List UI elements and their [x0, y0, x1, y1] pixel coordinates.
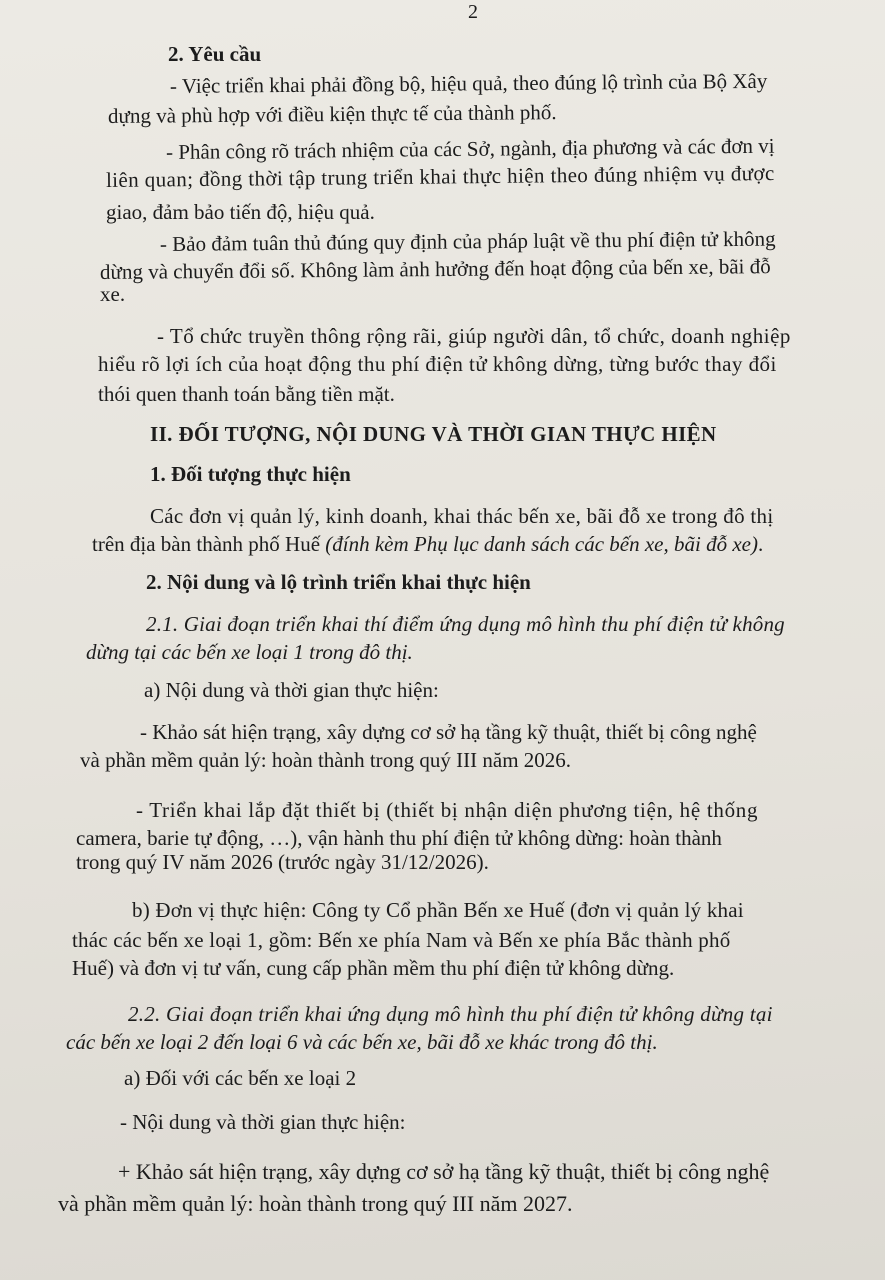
requirement-4-line-2: hiểu rõ lợi ích của hoạt động thu phí điện tử không dừng, từng bước thay đổi — [98, 352, 777, 376]
phase-2-1-a-item-1-line-2: và phần mềm quản lý: hoàn thành trong quý III năm 2026. — [80, 748, 572, 772]
phase-2-2-line-1: 2.2. Giai đoạn triển khai ứng dụng mô hình thu phí điện tử không dừng tại — [128, 1002, 773, 1026]
requirement-4-line-1: - Tổ chức truyền thông rộng rãi, giúp người dân, tổ chức, doanh nghiệp — [157, 324, 791, 348]
phase-2-1-a-heading: a) Nội dung và thời gian thực hiện: — [144, 678, 439, 702]
requirement-3-line-1: - Bảo đảm tuân thủ đúng quy định của pháp luật về thu phí điện tử không — [159, 226, 776, 256]
phase-2-1-a-item-1-line-1: - Khảo sát hiện trạng, xây dựng cơ sở hạ tầng kỹ thuật, thiết bị công nghệ — [140, 720, 757, 744]
part-2-heading: II. ĐỐI TƯỢNG, NỘI DUNG VÀ THỜI GIAN THỰC HIỆN — [150, 422, 717, 446]
subsection-1-body-line-1: Các đơn vị quản lý, kinh doanh, khai thác bến xe, bãi đỗ xe trong đô thị — [150, 504, 774, 528]
subsection-1-appendix-note: (đính kèm Phụ lục danh sách các bến xe, bãi đỗ xe) — [325, 532, 758, 556]
phase-2-2-a-item-1-line-1: + Khảo sát hiện trạng, xây dựng cơ sở hạ tầng kỹ thuật, thiết bị công nghệ — [118, 1159, 770, 1184]
phase-2-1-b-line-3: Huế) và đơn vị tư vấn, cung cấp phần mềm thu phí điện tử không dừng. — [72, 956, 675, 980]
requirement-2-line-3: giao, đảm bảo tiến độ, hiệu quả. — [106, 200, 375, 224]
subsection-1-heading: 1. Đối tượng thực hiện — [150, 462, 351, 486]
phase-2-1-a-item-2-line-1: - Triển khai lắp đặt thiết bị (thiết bị nhận diện phương tiện, hệ thống — [136, 798, 759, 822]
subsection-1-body-line-2 — [92, 530, 763, 558]
section-2-heading: 2. Yêu cầu — [168, 42, 262, 66]
subsection-1-body-text: trên địa bàn thành phố Huế — [92, 532, 326, 556]
phase-2-1-a-item-2-line-2: camera, barie tự động, …), vận hành thu phí điện tử không dừng: hoàn thành — [76, 826, 722, 850]
subsection-1-body-end: . — [757, 532, 764, 556]
phase-2-1-b-line-1: b) Đơn vị thực hiện: Công ty Cổ phần Bến xe Huế (đơn vị quản lý khai — [132, 898, 744, 922]
subsection-2-heading: 2. Nội dung và lộ trình triển khai thực hiện — [146, 570, 531, 594]
phase-2-1-line-2: dừng tại các bến xe loại 1 trong đô thị. — [86, 640, 413, 664]
phase-2-2-a-item-1-line-2: và phần mềm quản lý: hoàn thành trong quý III năm 2027. — [58, 1191, 573, 1216]
phase-2-1-line-1: 2.1. Giai đoạn triển khai thí điểm ứng dụng mô hình thu phí điện tử không — [146, 612, 785, 636]
page-number: 2 — [468, 1, 478, 23]
phase-2-2-line-2: các bến xe loại 2 đến loại 6 và các bến xe, bãi đỗ xe khác trong đô thị. — [66, 1030, 658, 1054]
phase-2-1-a-item-2-line-3: trong quý IV năm 2026 (trước ngày 31/12/2026). — [76, 850, 489, 874]
requirement-3-line-3: xe. — [100, 282, 126, 306]
requirement-2-line-2: liên quan; đồng thời tập trung triển khai thực hiện theo đúng nhiệm vụ được — [105, 160, 775, 192]
requirement-1-line-1: - Việc triển khai phải đồng bộ, hiệu quả, theo đúng lộ trình của Bộ Xây — [169, 68, 768, 98]
phase-2-2-a-heading: a) Đối với các bến xe loại 2 — [124, 1066, 357, 1090]
requirement-3-line-2: dừng và chuyển đổi số. Không làm ảnh hưởng đến hoạt động của bến xe, bãi đỗ — [99, 254, 771, 284]
requirement-1-line-2: dựng và phù hợp với điều kiện thực tế của thành phố. — [107, 100, 557, 128]
requirement-4-line-3: thói quen thanh toán bằng tiền mặt. — [98, 382, 395, 406]
phase-2-1-b-line-2: thác các bến xe loại 1, gồm: Bến xe phía Nam và Bến xe phía Bắc thành phố — [72, 928, 731, 952]
phase-2-2-a-subheading: - Nội dung và thời gian thực hiện: — [120, 1110, 406, 1134]
requirement-2-line-1: - Phân công rõ trách nhiệm của các Sở, ngành, địa phương và các đơn vị — [165, 133, 775, 164]
